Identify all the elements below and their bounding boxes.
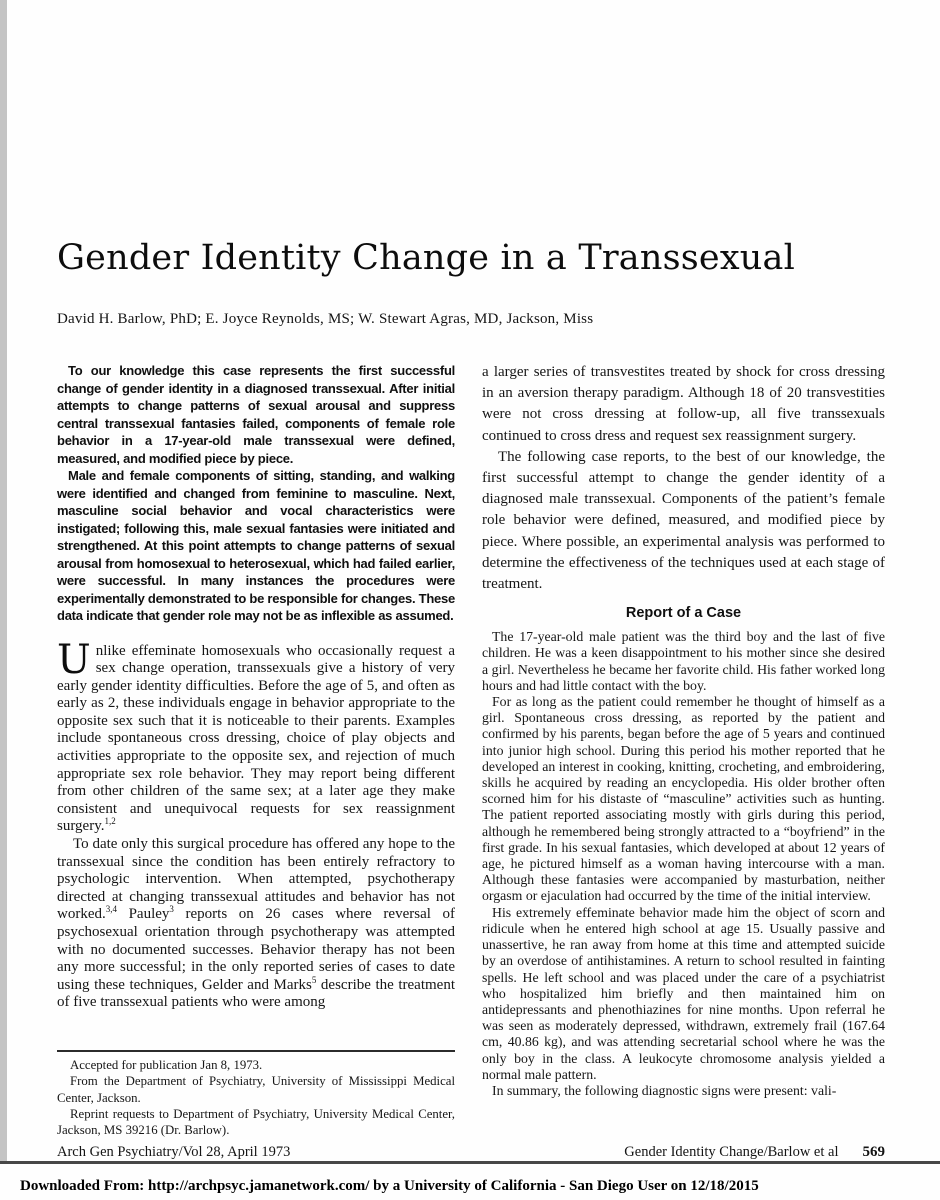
footnotes	[57, 1050, 455, 1138]
article-title: Gender Identity Change in a Transsexual	[57, 238, 795, 278]
paragraph-text: To date only this surgical procedure has offered any hope to the transsexual since the condition has been entirely refractory to psychologic intervention. When attempted, psychotherapy directed at changing transsexual attitudes and behavior has not worked.	[57, 836, 455, 923]
body-paragraph	[57, 636, 455, 837]
page-scan-bottom-edge	[0, 1161, 940, 1164]
running-head-group	[624, 1144, 885, 1161]
case-paragraph: His extremely effeminate behavior made him the object of scorn and ridicule when he entered high school at age 15. Usually passive and unassertive, he ran away from home at this time and attempted suicide by an overdose of antihistamines. A return to school resulted in fainting spells. He left school and was placed under the care of a psychiatrist who hospitalized him briefly and then maintained him on antidepressants and phenothiazines for nine months. Upon referral he was seen as moderately depressed, withdrawn, extremely frail (167.64 cm, 40.86 kg), and was attending secretarial school where he was the only boy in the class. A leukocyte chromosome analysis yielded a normal male pattern.	[482, 904, 885, 1082]
paragraph-text: reports on 26 cases where reversal of psychosexual orientation through psychotherapy was attempted with no documented successes. Behavior therapy has not been any more successful; in the only reported series of cases to date using these techniques, Gelder and Marks	[57, 906, 455, 993]
footnote: Reprint requests to Department of Psychiatry, University Medical Center, Jackson, MS 39216 (Dr. Barlow).	[57, 1106, 455, 1138]
abstract-paragraph: Male and female components of sitting, standing, and walking were identified and changed from feminine to masculine. Next, masculine social behavior and vocal characteristics were instigated; following this, male sexual fantasies were initiated and strengthened. At this point attempts to change patterns of sexual arousal from homosexual to heterosexual, which had failed earlier, were successful. In many instances the procedures were experimentally demonstrated to be responsible for changes. These data indicate that gender role may not be as inflexible as assumed.	[57, 468, 455, 623]
reference-superscript: 3	[169, 904, 174, 915]
right-column	[482, 362, 885, 1099]
running-head: Gender Identity Change/Barlow et al	[624, 1144, 839, 1160]
reference-superscript: 1,2	[104, 816, 116, 827]
left-column	[57, 362, 455, 1012]
article-byline: David H. Barlow, PhD; E. Joyce Reynolds, MS; W. Stewart Agras, MD, Jackson, Miss	[57, 311, 594, 327]
body-paragraph: The following case reports, to the best of our knowledge, the first successful attempt to change the gender identity of a diagnosed male transsexual. Components of the patient’s female role behavior were defined, measured, and modified piece by piece. Where possible, an experimental analysis was performed to determine the effectiveness of the techniques used at each stage of treatment.	[482, 448, 885, 593]
paragraph-text: nlike effeminate homosexuals who occasionally request a sex change operation, transsexuals give a history of very early gender identity difficulties. Before the age of 5, and often as early as 2, these individuals engage in behavior appropriate to the opposite sex such that it is noticeable to their parents. Examples include spontaneous cross dressing, choice of play objects and activities appropriate to the opposite sex, and rejection of much appropriate sex role behavior. They may report being different from other children of the same sex; at a later age they make consistent and unequivocal requests for sex reassignment surgery.	[57, 642, 455, 835]
drop-cap: U	[57, 636, 91, 683]
section-heading-report-of-a-case: Report of a Case	[625, 605, 742, 622]
paragraph-text: describe the treatment of five transsexual patients who were among	[57, 976, 455, 1011]
page-footer	[57, 1144, 885, 1161]
body-paragraph	[57, 836, 455, 1012]
body-paragraph: a larger series of transvestites treated by shock for cross dressing in an aversion therapy paradigm. Although 18 of 20 transvestities were not cross dressing at follow-up, all five transsexuals continued to cross dress and request sex reassignment surgery.	[482, 364, 885, 444]
reference-superscript: 3,4	[105, 904, 117, 915]
journal-citation: Arch Gen Psychiatry/Vol 28, April 1973	[57, 1144, 291, 1160]
abstract	[57, 362, 455, 625]
page-number: 569	[862, 1144, 885, 1160]
reference-superscript: 5	[311, 974, 317, 985]
download-notice: Downloaded From: http://archpsyc.jamanetwork.com/ by a University of California - San Diego User on 12/18/2015	[20, 1178, 759, 1194]
abstract-paragraph: To our knowledge this case represents the first successful change of gender identity in a diagnosed transsexual. After initial attempts to change patterns of sexual arousal and suppress central transsexual fantasies failed, components of female role behavior in a 17-year-old male transsexual were defined, measured, and modified piece by piece.	[57, 363, 455, 466]
case-paragraph: The 17-year-old male patient was the third boy and the last of five children. He was a keen disappointment to his mother since she desired a girl. Nevertheless he became her favorite child. His father worked long hours and had little contact with the boy.	[482, 629, 885, 693]
paragraph-text: Pauley	[117, 906, 170, 923]
page-scan-left-edge	[0, 0, 7, 1162]
footnote: Accepted for publication Jan 8, 1973.	[70, 1058, 263, 1072]
case-paragraph: For as long as the patient could remember he thought of himself as a girl. Spontaneous cross dressing, as reported by the patient and confirmed by his parents, began before the age of 5 years and continued into junior high school. During this period his mother reported that he developed an interest in cooking, knitting, crocheting, and embroidering, skills he acquired by reading an encyclopedia. His older brother often scorned him for his distaste of “masculine” activities such as hunting. The patient reported associating mostly with girls during this period, although he remembered being strongly attracted to a “boyfriend” in the first grade. In his sexual fantasies, which developed at about 12 years of age, he pictured himself as a woman having intercourse with a man. Although these fantasies were accompanied by masturbation, neither orgasm or ejaculation had occurred by the time of the initial interview.	[482, 694, 885, 904]
introduction	[57, 636, 455, 1012]
case-paragraph: In summary, the following diagnostic signs were present: vali-	[492, 1082, 837, 1098]
footnote: From the Department of Psychiatry, University of Mississippi Medical Center, Jackson.	[57, 1074, 455, 1105]
